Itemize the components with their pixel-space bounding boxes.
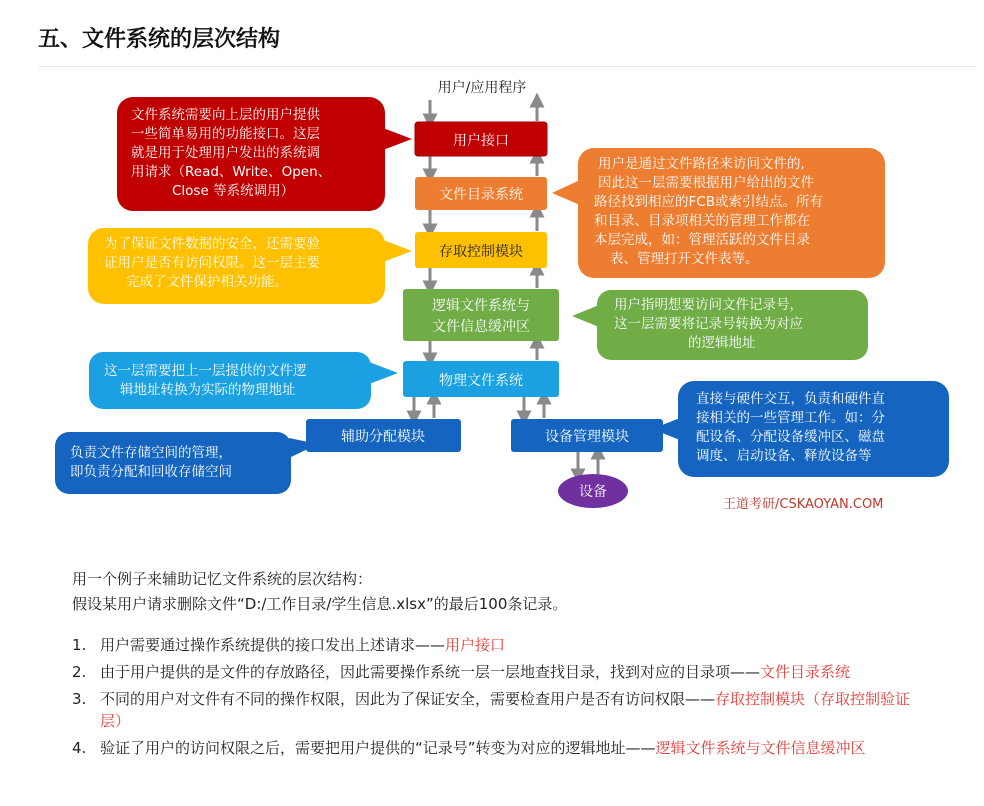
callout-red bbox=[117, 97, 412, 211]
svg-text:文件目录系统: 文件目录系统 bbox=[439, 187, 523, 203]
list-item: 3. 不同的用户对文件有不同的操作权限，因此为了保证安全，需要检查用户是否有访问权限——存取控制模块（存取控制验证层） bbox=[72, 690, 911, 730]
layer-device bbox=[558, 474, 628, 508]
callout-blue-left bbox=[55, 432, 318, 494]
svg-text:存取控制模块: 存取控制模块 bbox=[439, 244, 523, 260]
svg-text:直接与硬件交互，负责和硬件直 接相关的一些管理工: 直接与硬件交互，负责和硬件直 接相关的一些管理工作。如：分 配设备、分配设备缓冲区、磁盘 调度、启动设备、释放设备等 bbox=[696, 391, 885, 464]
svg-text:用户指明想要访问文件记录号， 这一层需要将记录号: 用户指明想要访问文件记录号， 这一层需要将记录号转换为对应 的逻辑地址 bbox=[614, 297, 803, 351]
callout-yellow bbox=[88, 228, 412, 304]
layer-aux-alloc bbox=[306, 419, 461, 452]
layer-access-control bbox=[415, 232, 547, 268]
layer-user-interface bbox=[415, 122, 547, 156]
list-item: 4. 验证了用户的访问权限之后，需要把用户提供的“记录号”转变为对应的逻辑地址——逻辑文件系统与文件信息缓冲区 bbox=[72, 739, 866, 757]
intro-line-2: 假设某用户请求删除文件“D:/工作目录/学生信息.xlsx”的最后100条记录。 bbox=[72, 595, 568, 613]
svg-text:这一层需要把上一层提供的文件逻 辑地址转换为实际: 这一层需要把上一层提供的文件逻 辑地址转换为实际的物理地址 bbox=[104, 363, 307, 398]
layer-file-directory bbox=[415, 177, 547, 210]
svg-text:文件信息缓冲区: 文件信息缓冲区 bbox=[432, 319, 530, 335]
svg-text:设备: 设备 bbox=[579, 484, 607, 500]
svg-text:为了保证文件数据的安全，还需要验 证用户是否有访: 为了保证文件数据的安全，还需要验 证用户是否有访问权限。这一层主要 完成了文件保护相关功能。 bbox=[104, 236, 320, 290]
callout-cyan bbox=[89, 352, 398, 409]
page-title: 五、文件系统的层次结构 bbox=[38, 27, 281, 52]
svg-text:逻辑文件系统与: 逻辑文件系统与 bbox=[432, 298, 530, 314]
list-item: 2. 由于用户提供的是文件的存放路径，因此需要操作系统一层一层地查找目录，找到对应的目录项——文件目录系统 bbox=[72, 663, 851, 681]
callout-green bbox=[572, 290, 868, 360]
svg-text:设备管理模块: 设备管理模块 bbox=[545, 429, 629, 445]
callout-orange bbox=[552, 148, 885, 278]
steps-list bbox=[72, 634, 912, 764]
svg-text:用户是通过文件路径来访问文件的, 因此这一层需要: 用户是通过文件路径来访问文件的, 因此这一层需要根据用户给出的文件 路径找到相应的FCB或索引结点。所有 和目录、目录项相关的管理工作都在 本层完成，如：管理活跃的文件目录 表、管理打开文件表等。 bbox=[594, 156, 823, 267]
intro-line-1: 用一个例子来辅助记忆文件系统的层次结构： bbox=[72, 570, 373, 588]
svg-text:物理文件系统: 物理文件系统 bbox=[439, 373, 523, 389]
layer-logical-fs bbox=[403, 289, 559, 341]
layer-physical-fs bbox=[403, 361, 559, 397]
svg-text:辅助分配模块: 辅助分配模块 bbox=[341, 429, 425, 445]
svg-text:用户接口: 用户接口 bbox=[453, 133, 509, 149]
svg-text:负责文件存储空间的管理， 即负责分配和回收存储空: 负责文件存储空间的管理， 即负责分配和回收存储空间 bbox=[70, 445, 232, 480]
watermark: 王道考研/CSKAOYAN.COM bbox=[723, 497, 884, 512]
callout-blue-right bbox=[652, 381, 949, 477]
layer-device-mgmt bbox=[511, 419, 663, 452]
svg-text:文件系统需要向上层的用户提供 一些简单易用的功能: 文件系统需要向上层的用户提供 一些简单易用的功能接口。这层 就是用于处理用户发出的系统调 用请求（Read、Write、Open、 Close 等系统调用） bbox=[131, 107, 332, 199]
list-item: 1. 用户需要通过操作系统提供的接口发出上述请求——用户接口 bbox=[72, 636, 506, 654]
top-label: 用户/应用程序 bbox=[437, 80, 527, 96]
